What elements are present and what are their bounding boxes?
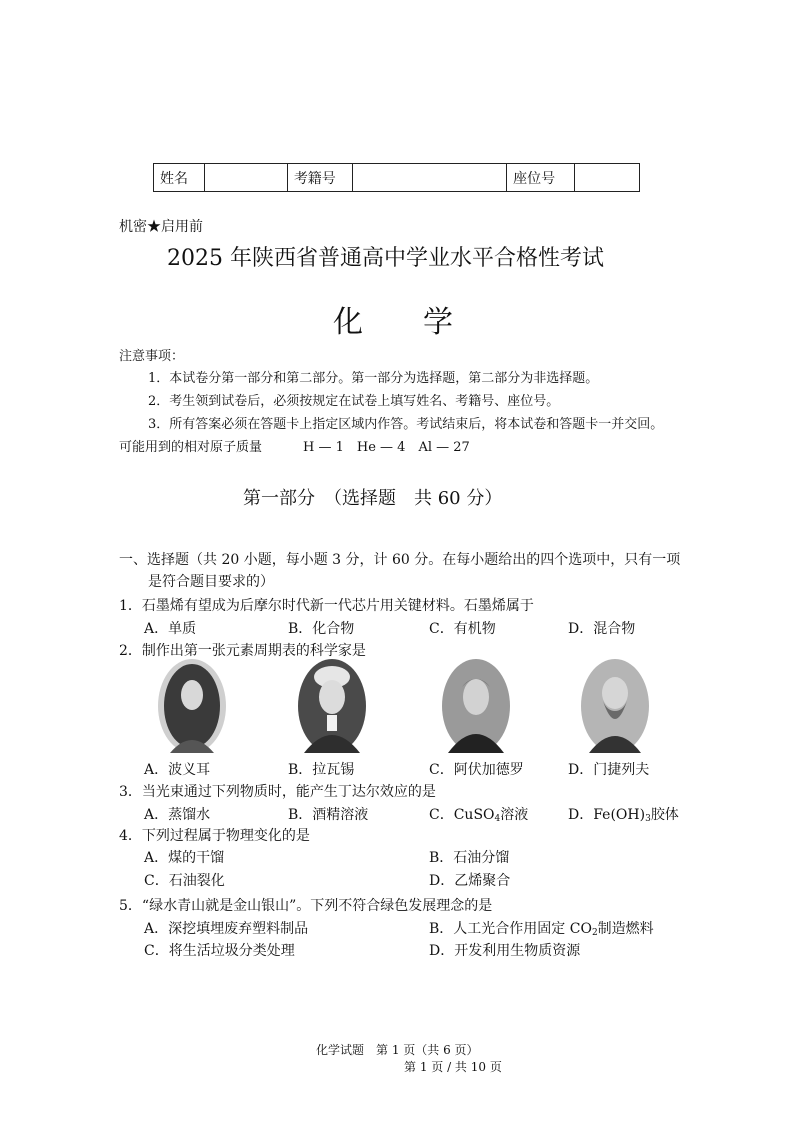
confidential-mark: 机密★启用前	[119, 219, 203, 235]
option-b[interactable]: B．化合物	[288, 621, 355, 637]
subscript: 3	[645, 814, 651, 824]
option-a[interactable]: A．单质	[144, 621, 197, 637]
section1-intro-cont: 是符合题目要求的）	[148, 574, 274, 590]
option-b[interactable]: B．酒精溶液	[288, 807, 369, 823]
atomic-mass-label: 可能用到的相对原子质量	[119, 440, 263, 455]
portrait-lavoisier-image	[296, 657, 368, 755]
note-item: 1．本试卷分第一部分和第二部分。第一部分为选择题，第二部分为非选择题。	[148, 371, 599, 386]
option-a[interactable]: A．深挖填埋废弃塑料制品	[144, 921, 309, 937]
exam-title: 2025 年陕西省普通高中学业水平合格性考试	[167, 246, 604, 271]
subscript: 4	[494, 814, 501, 824]
seat-field[interactable]	[574, 164, 639, 192]
option-d[interactable]: D．乙烯聚合	[429, 873, 511, 889]
name-field[interactable]	[205, 164, 288, 192]
option-c[interactable]: C．石油裂化	[144, 873, 225, 889]
question-stem: 5．“绿水青山就是金山银山”。下列不符合绿色发展理念的是	[119, 898, 493, 914]
page-counter: 第 1 页 / 共 10 页	[404, 1060, 502, 1074]
seat-label: 座位号	[507, 164, 574, 192]
notes-heading: 注意事项：	[119, 349, 185, 364]
page-footer: 化学试题 第 1 页（共 6 页）	[316, 1043, 479, 1057]
option-c[interactable]: C．阿伏加德罗	[429, 762, 524, 778]
option-c-text: C．CuSO	[429, 807, 495, 823]
option-a[interactable]: A．波义耳	[144, 762, 211, 778]
option-d-text: D．Fe(OH)	[568, 807, 646, 823]
part1-title: 第一部分 （选择题 共 60 分）	[243, 488, 503, 509]
option-b-text: B．人工光合作用固定 CO	[429, 921, 592, 937]
option-d[interactable]	[568, 804, 679, 824]
note-item: 3．所有答案必须在答题卡上指定区域内作答。考试结束后，将本试卷和答题卡一并交回。	[148, 417, 664, 432]
section1-intro: 一、选择题（共 20 小题，每小题 3 分，计 60 分。在每小题给出的四个选项中，只有一项	[119, 552, 681, 568]
option-d[interactable]: D．开发利用生物质资源	[429, 943, 581, 959]
candidate-info-table	[153, 163, 640, 192]
option-b-suffix: 制造燃料	[597, 921, 654, 937]
name-label: 姓名	[154, 164, 205, 192]
portrait-avogadro-image	[440, 657, 512, 755]
exam-id-label: 考籍号	[287, 164, 352, 192]
question-stem: 4．下列过程属于物理变化的是	[119, 828, 310, 844]
option-c[interactable]: C．将生活垃圾分类处理	[144, 943, 295, 959]
option-c-suffix: 溶液	[500, 807, 529, 823]
exam-id-field[interactable]	[353, 164, 507, 192]
note-item: 2．考生领到试卷后，必须按规定在试卷上填写姓名、考籍号、座位号。	[148, 394, 560, 409]
option-d[interactable]: D．门捷列夫	[568, 762, 650, 778]
option-b[interactable]: B．石油分馏	[429, 850, 510, 866]
option-d-suffix: 胶体	[650, 807, 679, 823]
subscript: 2	[591, 928, 598, 938]
option-b[interactable]: B．拉瓦锡	[288, 762, 355, 778]
option-c[interactable]: C．有机物	[429, 621, 496, 637]
question-stem: 2．制作出第一张元素周期表的科学家是	[119, 643, 366, 659]
option-a[interactable]: A．煤的干馏	[144, 850, 225, 866]
atomic-mass-values: H — 1 He — 4 Al — 27	[303, 440, 470, 455]
option-d[interactable]: D．混合物	[568, 621, 636, 637]
portrait-boyle-image	[156, 657, 228, 755]
question-stem: 1．石墨烯有望成为后摩尔时代新一代芯片用关键材料。石墨烯属于	[119, 598, 534, 614]
portrait-mendeleev-image	[579, 657, 651, 755]
subject-title: 化 学	[333, 305, 453, 340]
option-b[interactable]	[429, 918, 654, 938]
question-stem: 3．当光束通过下列物质时，能产生丁达尔效应的是	[119, 784, 436, 800]
option-a[interactable]: A．蒸馏水	[144, 807, 211, 823]
option-c[interactable]	[429, 804, 528, 824]
